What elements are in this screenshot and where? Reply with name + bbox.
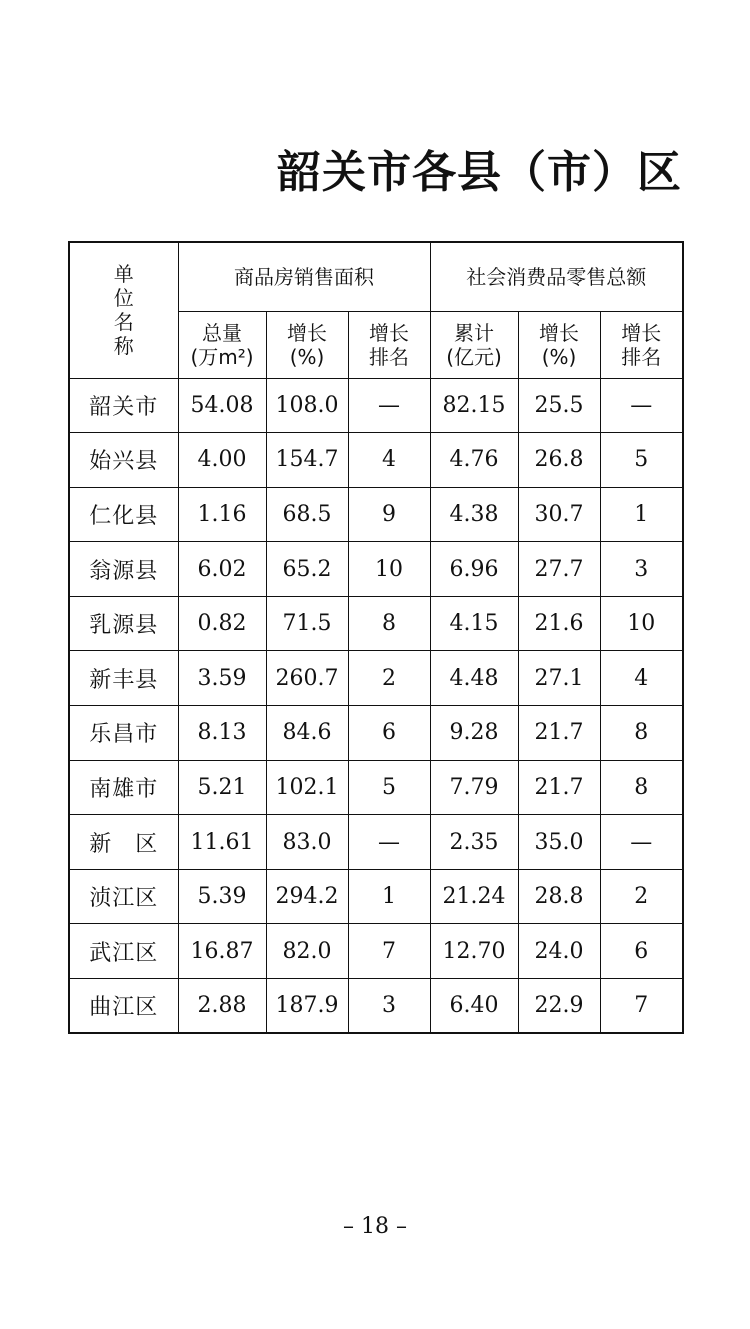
table-cell: 11.61: [178, 815, 266, 870]
table-cell: 24.0: [518, 924, 600, 979]
table-cell: 8: [348, 596, 430, 651]
unit-name-cell: 南雄市: [69, 760, 178, 815]
housing-sales-area-header: 商品房销售面积: [178, 242, 430, 311]
table-cell: 6.96: [430, 542, 518, 597]
unit-name-cell: 浈江区: [69, 869, 178, 924]
table-cell: 294.2: [266, 869, 348, 924]
statistics-table: [68, 241, 684, 1034]
unit-name-cell: 乳源县: [69, 596, 178, 651]
unit-name-cell: 乐昌市: [69, 706, 178, 761]
table-cell: 16.87: [178, 924, 266, 979]
table-row: [69, 924, 683, 979]
table-cell: 8.13: [178, 706, 266, 761]
unit-name-cell: 始兴县: [69, 433, 178, 488]
table-cell: 22.9: [518, 979, 600, 1034]
table-cell: 82.0: [266, 924, 348, 979]
unit-name-cell: 翁源县: [69, 542, 178, 597]
housing-rank-header: 增长 排名: [348, 311, 430, 378]
table-cell: 0.82: [178, 596, 266, 651]
table-cell: 5: [348, 760, 430, 815]
table-cell: 8: [600, 760, 683, 815]
table-cell: 27.7: [518, 542, 600, 597]
table-cell: 6.40: [430, 979, 518, 1034]
table-cell: 260.7: [266, 651, 348, 706]
table-cell: 4: [348, 433, 430, 488]
table-cell: 10: [348, 542, 430, 597]
table-cell: 7.79: [430, 760, 518, 815]
table-cell: 35.0: [518, 815, 600, 870]
unit-name-cell: 新丰县: [69, 651, 178, 706]
table-cell: 2: [348, 651, 430, 706]
table-cell: 9: [348, 487, 430, 542]
unit-name-cell: 仁化县: [69, 487, 178, 542]
table-cell: 9.28: [430, 706, 518, 761]
table-cell: 10: [600, 596, 683, 651]
table-cell: —: [348, 815, 430, 870]
table-row: [69, 433, 683, 488]
table-row: [69, 542, 683, 597]
table-cell: 30.7: [518, 487, 600, 542]
table-cell: 5: [600, 433, 683, 488]
group-header-row: [69, 242, 683, 311]
table-cell: 21.6: [518, 596, 600, 651]
table-row: [69, 706, 683, 761]
table-row: [69, 487, 683, 542]
table-cell: 21.7: [518, 760, 600, 815]
unit-name-cell: 武江区: [69, 924, 178, 979]
table-cell: 2: [600, 869, 683, 924]
table-cell: 26.8: [518, 433, 600, 488]
page-number: – 18 –: [343, 1214, 407, 1239]
table-cell: 3.59: [178, 651, 266, 706]
table-cell: 2.35: [430, 815, 518, 870]
table-cell: 4.76: [430, 433, 518, 488]
table-cell: —: [348, 378, 430, 433]
table-cell: 54.08: [178, 378, 266, 433]
table-cell: 21.7: [518, 706, 600, 761]
table-cell: 7: [348, 924, 430, 979]
table-cell: 102.1: [266, 760, 348, 815]
table-cell: 154.7: [266, 433, 348, 488]
retail-rank-header: 增长 排名: [600, 311, 683, 378]
table-cell: 8: [600, 706, 683, 761]
table-cell: 5.39: [178, 869, 266, 924]
table-cell: 25.5: [518, 378, 600, 433]
unit-name-cell: 曲江区: [69, 979, 178, 1034]
table-cell: 3: [348, 979, 430, 1034]
table-cell: 5.21: [178, 760, 266, 815]
retail-growth-header: 增长 (%): [518, 311, 600, 378]
table-cell: 4.38: [430, 487, 518, 542]
table-cell: 1: [600, 487, 683, 542]
table-cell: 6: [600, 924, 683, 979]
unit-name-cell: 韶关市: [69, 378, 178, 433]
unit-name-header: 单 位 名 称: [69, 242, 178, 378]
table-cell: 6: [348, 706, 430, 761]
table-cell: 21.24: [430, 869, 518, 924]
table-row: [69, 869, 683, 924]
table-cell: 84.6: [266, 706, 348, 761]
table-cell: 82.15: [430, 378, 518, 433]
table-row: [69, 979, 683, 1034]
unit-name-cell: 新 区: [69, 815, 178, 870]
table-cell: —: [600, 378, 683, 433]
table-cell: 1.16: [178, 487, 266, 542]
table-cell: 7: [600, 979, 683, 1034]
table-cell: 71.5: [266, 596, 348, 651]
table-cell: 6.02: [178, 542, 266, 597]
table-cell: —: [600, 815, 683, 870]
table-row: [69, 815, 683, 870]
table-cell: 83.0: [266, 815, 348, 870]
table-cell: 3: [600, 542, 683, 597]
table-cell: 4.48: [430, 651, 518, 706]
table-row: [69, 378, 683, 433]
table-cell: 68.5: [266, 487, 348, 542]
table-cell: 12.70: [430, 924, 518, 979]
table-cell: 65.2: [266, 542, 348, 597]
housing-growth-header: 增长 (%): [266, 311, 348, 378]
table-row: [69, 651, 683, 706]
housing-total-header: 总量 (万m²): [178, 311, 266, 378]
table-cell: 4.00: [178, 433, 266, 488]
table-cell: 28.8: [518, 869, 600, 924]
table-cell: 2.88: [178, 979, 266, 1034]
table-cell: 108.0: [266, 378, 348, 433]
retail-sales-header: 社会消费品零售总额: [430, 242, 683, 311]
table-cell: 27.1: [518, 651, 600, 706]
page-title: 韶关市各县（市）区: [277, 147, 682, 198]
table-cell: 187.9: [266, 979, 348, 1034]
table-cell: 1: [348, 869, 430, 924]
table-row: [69, 596, 683, 651]
retail-total-header: 累计 (亿元): [430, 311, 518, 378]
table-row: [69, 760, 683, 815]
table-cell: 4: [600, 651, 683, 706]
table-cell: 4.15: [430, 596, 518, 651]
